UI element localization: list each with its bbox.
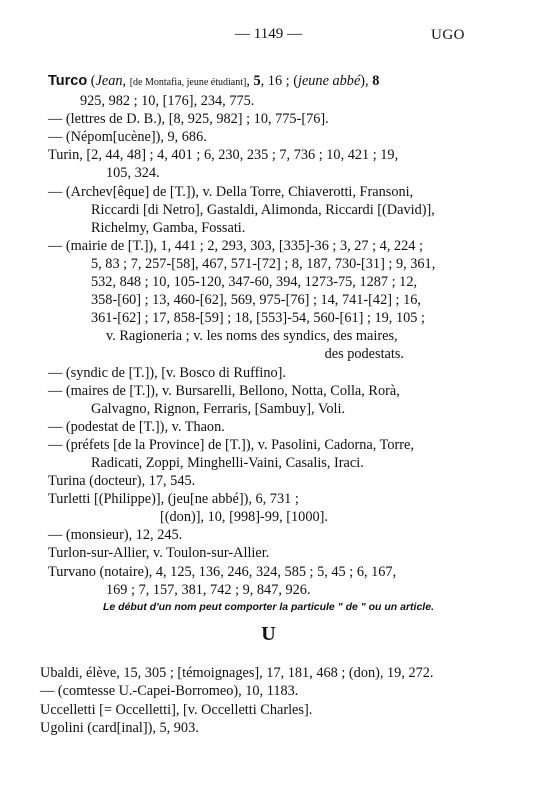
text: ), (360, 73, 373, 89)
entry-line: — (Népom[ucène]), 9, 686. (48, 129, 207, 146)
text: jeune abbé (297, 73, 361, 89)
entry-line: — (préfets [de la Province] de [T.]), v. Pasolini, Cadorna, Torre, (48, 436, 414, 453)
entry-line: 358-[60] ; 13, 460-[62], 569, 975-[76] ; 14, 741-[42] ; 16, (91, 292, 421, 309)
entry-line: [(don)], 10, [998]-99, [1000]. (160, 509, 328, 526)
entry-line: — (comtesse U.-Capei-Borromeo), 10, 1183. (40, 683, 299, 700)
index-column (48, 72, 468, 599)
footnote: Le début d'un nom peut comporter la particule " de " ou un article. (103, 601, 434, 613)
entry-line: — (podestat de [T.]), v. Thaon. (48, 418, 225, 435)
entry-line: 5, 83 ; 7, 257-[58], 467, 571-[72] ; 8, 187, 730-[31] ; 9, 361, (91, 255, 436, 272)
text: , 16 ; ( (260, 73, 298, 89)
text: 8 (372, 73, 380, 89)
entry-line: Ugolini (card[inal]), 5, 903. (40, 719, 199, 736)
text: [de Montafia, jeune étudiant] (129, 77, 247, 88)
entry-line: v. Ragioneria ; v. les noms des syndics, des maires, (106, 328, 398, 345)
entry-line: Turin, [2, 44, 48] ; 4, 401 ; 6, 230, 235 ; 7, 736 ; 10, 421 ; 19, (48, 147, 399, 164)
entry-line: 925, 982 ; 10, [176], 234, 775. (80, 93, 255, 110)
entry-line: — (mairie de [T.]), 1, 441 ; 2, 293, 303, [335]-36 ; 3, 27 ; 4, 224 ; (48, 237, 423, 254)
entry-line: Galvagno, Rignon, Ferraris, [Sambuy], Voli. (91, 400, 346, 417)
entry-turco (48, 72, 468, 110)
entry-line: Richelmy, Gamba, Fossati. (91, 219, 246, 236)
text: 5 (253, 73, 261, 89)
entry-line: 169 ; 7, 157, 381, 742 ; 9, 847, 926. (106, 581, 311, 598)
page-number: — 1149 — (235, 26, 302, 42)
headword: Turco (48, 73, 88, 89)
entry-line: — (syndic de [T.]), [v. Bosco di Ruffino]. (48, 364, 286, 381)
running-head: UGO (431, 27, 465, 43)
entry-line: 532, 848 ; 10, 105-120, 347-60, 394, 1273-75, 1287 ; 12, (91, 274, 418, 291)
section-letter: U (261, 623, 276, 645)
entry-line: Riccardi [di Netro], Gastaldi, Alimonda, Riccardi [(David)], (91, 201, 435, 218)
entry-line: des podestats. (324, 346, 404, 363)
entry-line: 361-[62] ; 17, 858-[59] ; 18, [553]-54, 560-[61] ; 19, 105 ; (91, 310, 425, 327)
entry-line: Turvano (notaire), 4, 125, 136, 246, 324, 585 ; 5, 45 ; 6, 167, (48, 563, 397, 580)
entry-line: 105, 324. (106, 165, 160, 182)
entry-line: Turletti [(Philippe)], (jeu[ne abbé]), 6, 731 ; (48, 491, 299, 508)
text: , (122, 73, 130, 89)
entry-line: — (lettres de D. B.), [8, 925, 982] ; 10, 775-[76]. (48, 111, 329, 128)
entry-line: Ubaldi, élève, 15, 305 ; [témoignages], 17, 181, 468 ; (don), 19, 272. (40, 665, 434, 681)
entry-line: Turlon-sur-Allier, v. Toulon-sur-Allier. (48, 545, 270, 562)
index-column-u (40, 664, 470, 737)
entry-line: — (maires de [T.]), v. Bursarelli, Bellono, Notta, Colla, Rorà, (48, 382, 400, 399)
entry-line: — (Archev[êque] de [T.]), v. Della Torre, Chiaverotti, Fransoni, (48, 183, 414, 200)
entry-line: Radicati, Zoppi, Minghelli-Vaini, Casalis, Iraci. (91, 454, 364, 471)
text: ( (87, 73, 96, 89)
entry-line: — (monsieur), 12, 245. (48, 527, 183, 544)
entry-line: Turina (docteur), 17, 545. (48, 473, 196, 490)
text: Jean (95, 73, 123, 89)
text: , (246, 73, 254, 89)
entry-line: Uccelletti [= Occelletti], [v. Occelletti Charles]. (40, 701, 313, 718)
